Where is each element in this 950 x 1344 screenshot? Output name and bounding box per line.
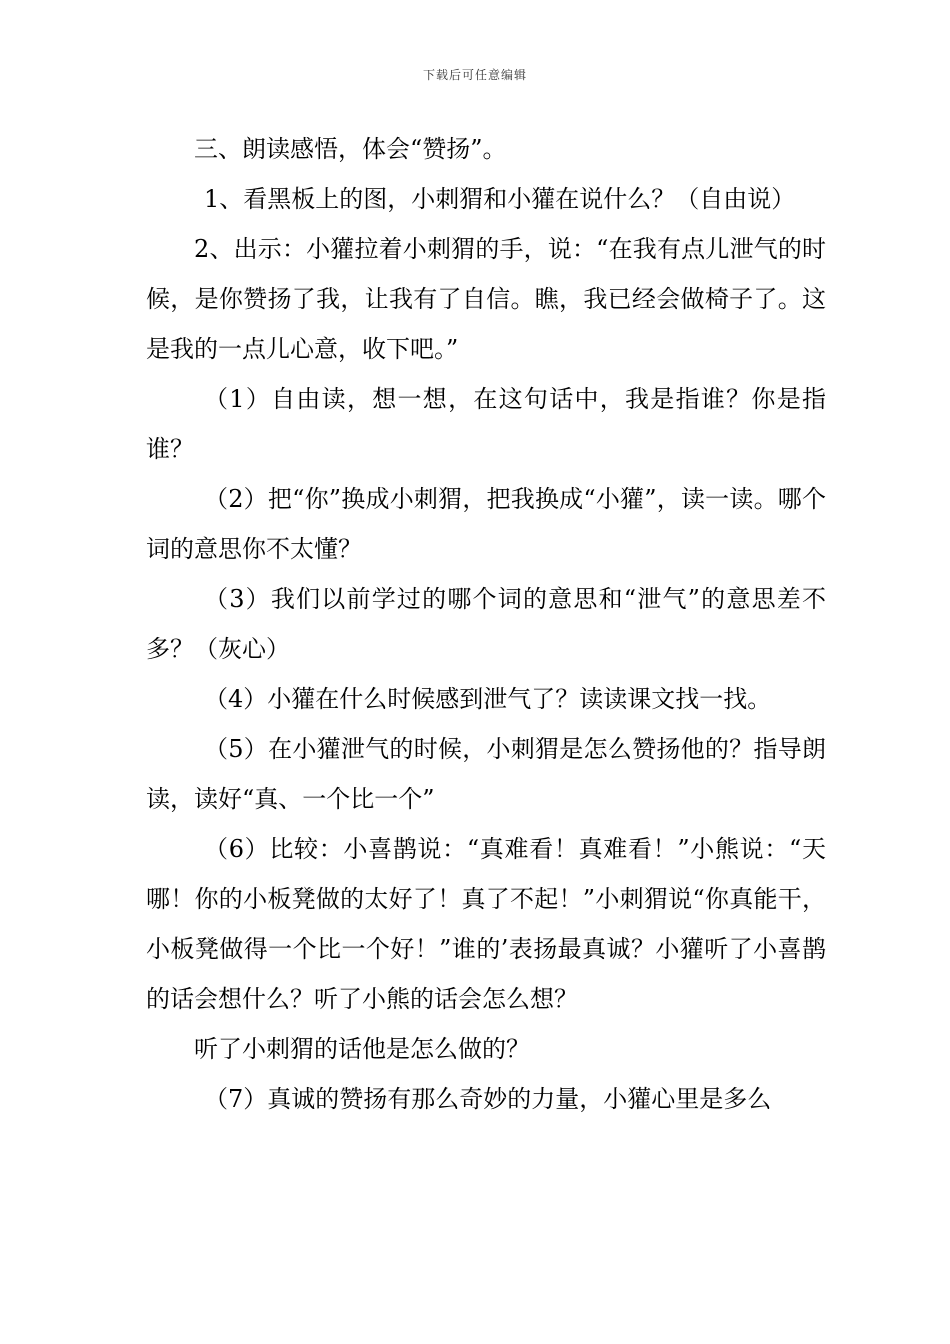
paragraph-sub-3: （3）我们以前学过的哪个词的意思和“泄气”的意思差不多？（灰心） — [146, 585, 826, 663]
paragraph-item-2: 2、出示：小獾拉着小刺猬的手，说：“在我有点儿泄气的时候，是你赞扬了我，让我有了自信。瞧，我已经会做椅子了。这是我的一点儿心意，收下吧。” — [146, 235, 826, 363]
paragraph-sub-4: （4）小獾在什么时候感到泄气了？读读课文找一找。 — [204, 685, 772, 713]
paragraph-item-1: 1、看黑板上的图，小刺猬和小獾在说什么？（自由说） — [204, 185, 796, 213]
paragraph-sub-7: （7）真诚的赞扬有那么奇妙的力量，小獾心里是多么 — [204, 1085, 772, 1113]
paragraph-followup: 听了小刺猬的话他是怎么做的？ — [194, 1035, 530, 1063]
document-body — [146, 124, 826, 1124]
page-header: 下载后可任意编辑 — [422, 68, 527, 82]
paragraph-sub-5: （5）在小獾泄气的时候，小刺猬是怎么赞扬他的？指导朗读，读好“真、一个比一个” — [146, 735, 826, 813]
paragraph-section-title: 三、朗读感悟，体会“赞扬”。 — [194, 135, 507, 163]
paragraph-sub-2: （2）把“你”换成小刺猬，把我换成“小獾”，读一读。哪个词的意思你不太懂？ — [146, 485, 826, 563]
paragraph-sub-1: （1）自由读，想一想，在这句话中，我是指谁？你是指谁？ — [146, 385, 826, 463]
paragraph-sub-6: （6）比较：小喜鹊说：“真难看！真难看！”小熊说：“天哪！你的小板凳做的太好了！真了不起！”小刺猬说“你真能干，小板凳做得一个比一个好！”谁的’表扬最真诚？小獾听了小喜鹊的话会想什么？听了小熊的话会怎么想？ — [146, 835, 826, 1013]
